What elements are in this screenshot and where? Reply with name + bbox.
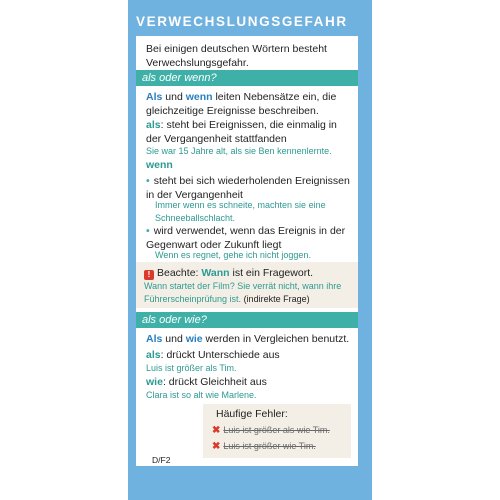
note-example — [144, 280, 354, 306]
bullet1-example: Immer wenn es schneite, machten sie eine Schneeballschlacht. — [155, 200, 326, 223]
als-def-text: : steht bei Ereignissen, die einmalig in der Vergangenheit stattfanden — [146, 119, 337, 145]
note-line — [144, 266, 354, 280]
kw-als: Als — [146, 333, 163, 345]
heading-word-a: als — [142, 72, 157, 84]
lead-mid: und — [162, 333, 186, 345]
cross-icon: ✖ — [212, 425, 221, 436]
kw-wenn: wenn — [185, 91, 213, 103]
list-item — [146, 224, 352, 252]
bullet1-text: steht bei sich wiederholenden Ereignissen in der Vergangenheit — [146, 175, 350, 201]
kw-wenn-term: wenn — [146, 159, 173, 171]
mistake-item — [212, 423, 330, 438]
lead-rest: werden in Vergleichen benutzt. — [202, 333, 350, 345]
note-label: Beachte: — [157, 267, 202, 279]
list-item — [146, 174, 352, 202]
note-rest: ist ein Fragewort. — [229, 267, 314, 279]
als-compare-example: Luis ist größer als Tim. — [146, 363, 237, 373]
note-example-text: Wann startet der Film? Sie verrät nicht, wann ihre Führerscheinprüfung ist. — [144, 281, 342, 304]
heading-word-b: wie — [184, 314, 201, 326]
section-heading-als-wenn — [136, 70, 358, 86]
lead-mid: und — [162, 91, 186, 103]
mistake-text: Luis ist größer als wie Tim. — [223, 425, 330, 435]
als-compare-text: : drückt Unterschiede aus — [160, 349, 280, 361]
kw-als-term: als — [146, 119, 161, 131]
mistake-text: Luis ist größer wie Tim. — [223, 441, 316, 451]
heading-conj: oder — [156, 72, 185, 84]
lead-rest: leiten Nebensätze ein, die gleichzeitige Ereignisse beschreiben. — [146, 91, 337, 117]
wie-example: Clara ist so alt wie Marlene. — [146, 390, 257, 400]
warning-icon: ! — [144, 270, 154, 280]
mistakes-title: Häufige Fehler: — [216, 408, 288, 420]
heading-q: ? — [210, 72, 217, 84]
kw-wann: Wann — [201, 267, 230, 279]
bullet2-example: Wenn es regnet, gehe ich nicht joggen. — [155, 250, 311, 260]
kw-wie-term: wie — [146, 376, 163, 388]
heading-word-a: als — [142, 314, 157, 326]
kw-wie: wie — [185, 333, 203, 345]
bullet2-text: wird verwendet, wenn das Ereignis in der Gegenwart oder Zukunft liegt — [146, 225, 346, 251]
heading-word-b: wenn — [184, 72, 211, 84]
als-example: Sie war 15 Jahre alt, als sie Ben kennenlernte. — [146, 146, 332, 156]
mistake-item — [212, 439, 316, 454]
bullet-icon: • — [146, 175, 150, 187]
als-definition — [146, 118, 352, 146]
cross-icon: ✖ — [212, 441, 221, 452]
kw-als: Als — [146, 91, 163, 103]
section2-lead — [146, 332, 352, 346]
bullet-icon: • — [146, 225, 150, 237]
intro-text: Bei einigen deutschen Wörtern besteht Verwechslungsgefahr. — [146, 43, 327, 69]
note-example-suffix: (indirekte Frage) — [241, 294, 310, 304]
kw-als-term: als — [146, 349, 161, 361]
heading-conj: oder — [156, 314, 185, 326]
wie-def-text: : drückt Gleichheit aus — [162, 376, 267, 388]
page-title: VERWECHSLUNGSGEFAHR — [136, 14, 348, 29]
section1-lead — [146, 90, 352, 118]
section-heading-als-wie — [136, 312, 358, 328]
page-code: D/F2 — [152, 455, 171, 465]
wie-def — [146, 375, 352, 389]
als-compare-def — [146, 348, 352, 362]
heading-q: ? — [200, 314, 207, 326]
